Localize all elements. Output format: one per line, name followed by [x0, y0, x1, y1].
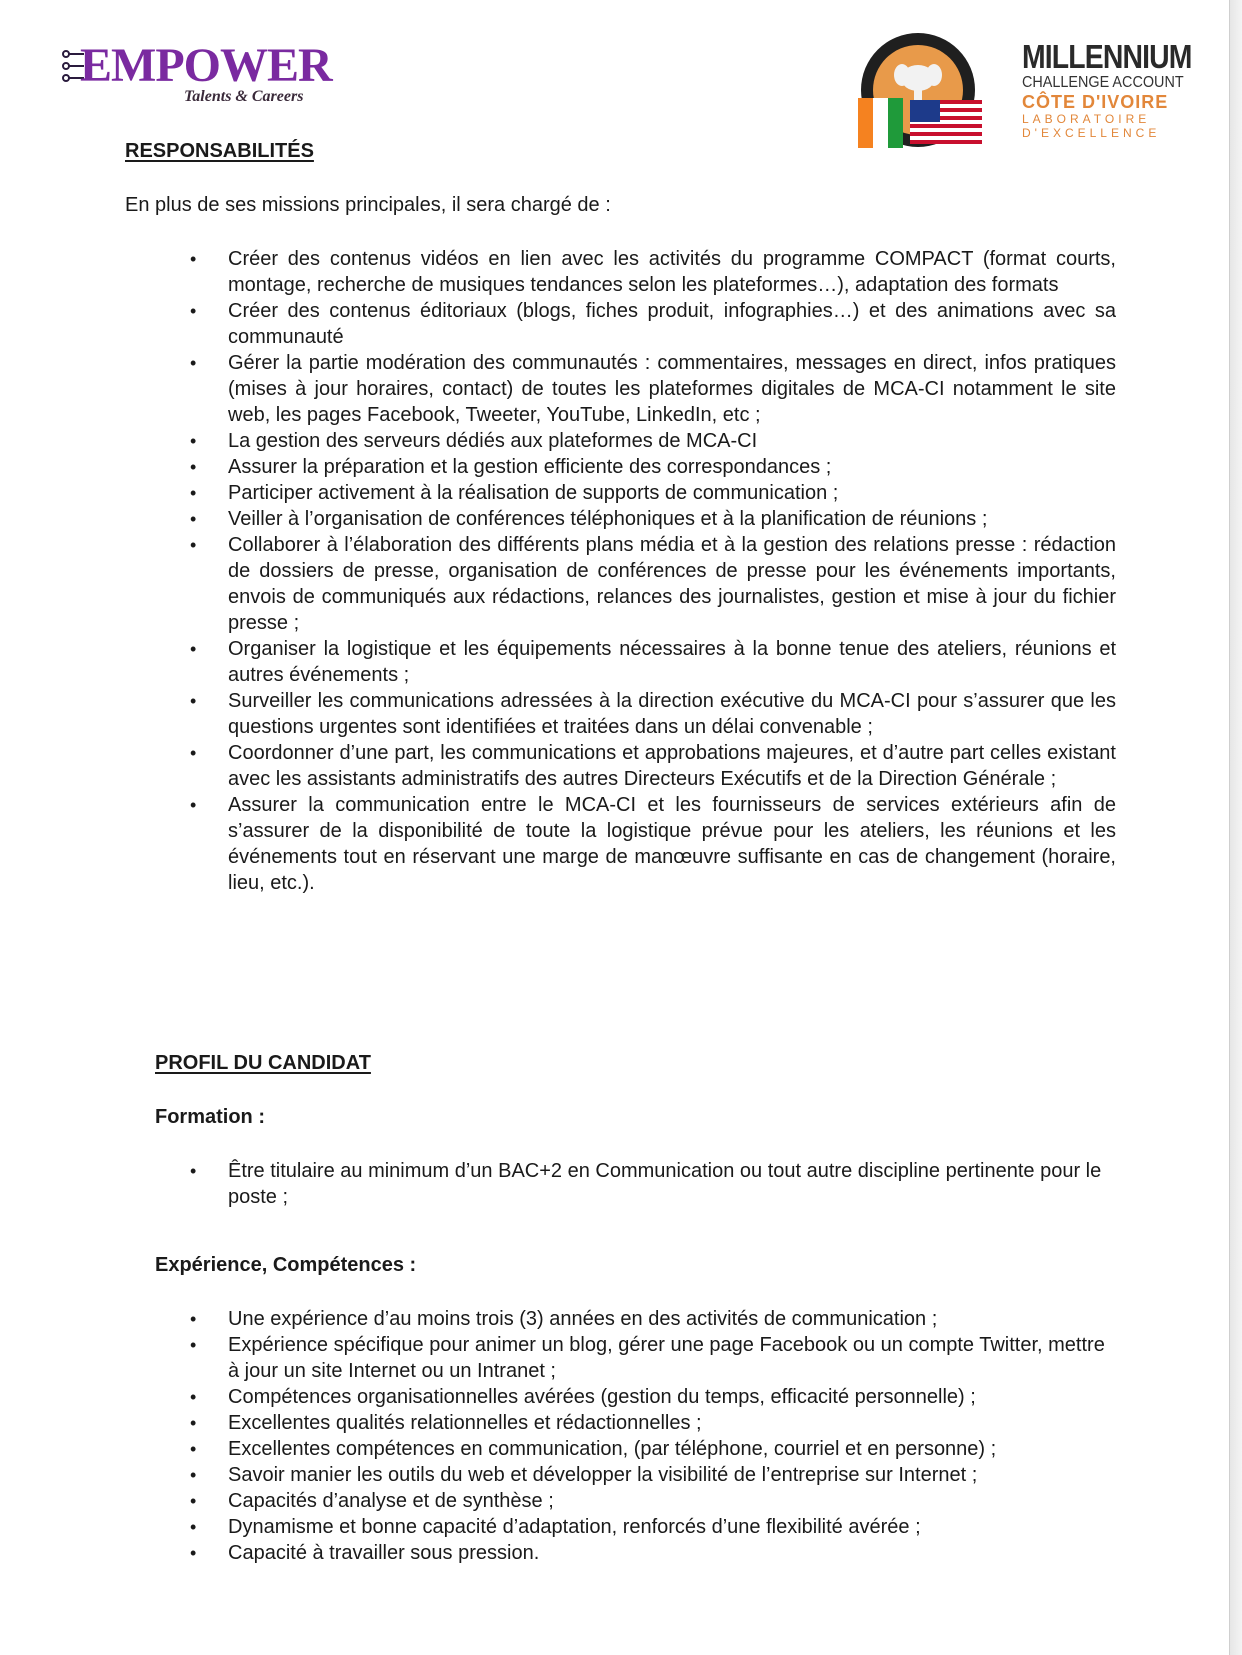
mca-title: MILLENNIUM: [1022, 38, 1192, 75]
responsabilites-heading: RESPONSABILITÉS: [125, 140, 314, 162]
empower-logo: [62, 38, 332, 108]
responsabilites-intro: En plus de ses missions principales, il sera chargé de :: [125, 194, 611, 216]
profil-heading: PROFIL DU CANDIDAT: [155, 1052, 371, 1074]
list-item: • Organiser la logistique et les équipements nécessaires à la bonne tenue des ateliers, réunions et autres événements ;: [190, 638, 1116, 686]
list-item: • Gérer la partie modération des communautés : commentaires, messages en direct, infos pratiques (mises à jour horaires, contact) de toutes les plateformes digitales de MCA-CI notamment le site web, les pages Facebook, Tweeter, YouTube, LinkedIn, etc ;: [190, 352, 1116, 426]
list-item: • Dynamisme et bonne capacité d’adaptation, renforcés d’une flexibilité avérée ;: [190, 1516, 921, 1538]
list-item: • La gestion des serveurs dédiés aux plateformes de MCA-CI: [190, 430, 758, 452]
list-item: • Assurer la préparation et la gestion efficiente des correspondances ;: [190, 456, 832, 478]
list-item: • Veiller à l’organisation de conférences téléphoniques et à la planification de réunions ;: [190, 508, 988, 530]
list-item: • Créer des contenus éditoriaux (blogs, fiches produit, infographies…) et des animations avec sa communauté: [190, 300, 1116, 348]
mca-lab-line2: D'EXCELLENCE: [1022, 126, 1161, 140]
empower-tagline: Talents & Careers: [184, 88, 304, 105]
mca-wordmark: [1022, 38, 1192, 140]
list-item: • Savoir manier les outils du web et développer la visibilité de l’entreprise sur Internet ;: [190, 1464, 978, 1486]
mca-country: CÔTE D'IVOIRE: [1022, 92, 1169, 112]
responsabilites-list: [0, 246, 1116, 896]
list-item: • Surveiller les communications adressées à la direction exécutive du MCA-CI pour s’assurer que les questions urgentes sont identifiées et traitées dans un délai convenable ;: [190, 690, 1116, 738]
list-item: • Excellentes qualités relationnelles et rédactionnelles ;: [190, 1412, 702, 1434]
list-item: • Expérience spécifique pour animer un blog, gérer une page Facebook ou un compte Twitter, mettre à jour un site Internet ou un Intranet ;: [190, 1334, 1105, 1382]
list-item: • Excellentes compétences en communication, (par téléphone, courriel et en personne) ;: [190, 1438, 997, 1460]
list-item: • Compétences organisationnelles avérées (gestion du temps, efficacité personnelle) ;: [190, 1386, 976, 1408]
formation-list: [0, 1158, 1116, 1210]
list-item: • Collaborer à l’élaboration des différents plans média et à la gestion des relations presse : rédaction de dossiers de presse, organisation de conférences de presse pour les événements importants, envois de communiqués aux rédactions, relances des journalistes, gestion et mise à jour du fichier presse ;: [190, 534, 1116, 634]
list-item: • Une expérience d’au moins trois (3) années en des activités de communication ;: [190, 1308, 938, 1330]
experience-heading: Expérience, Compétences :: [155, 1254, 417, 1276]
formation-heading: Formation :: [155, 1106, 265, 1128]
list-item: • Être titulaire au minimum d’un BAC+2 en Communication ou tout autre discipline pertinente pour le poste ;: [190, 1160, 1102, 1208]
mca-subtitle: CHALLENGE ACCOUNT: [1022, 74, 1184, 91]
experience-list: [0, 1306, 1116, 1566]
empower-wordmark: EMPOWER: [80, 39, 332, 92]
list-item: • Créer des contenus vidéos en lien avec les activités du programme COMPACT (format courts, montage, recherche de musiques tendances selon les plateformes…), adaptation des formats: [190, 248, 1116, 296]
list-item: • Capacités d’analyse et de synthèse ;: [190, 1490, 554, 1512]
mca-seal-logo: [848, 30, 988, 152]
list-item: • Coordonner d’une part, les communications et approbations majeures, et d’autre part celles existant avec les assistants administratifs des autres Directeurs Exécutifs et de la Direction Générale ;: [190, 742, 1116, 790]
list-item: • Participer activement à la réalisation de supports de communication ;: [190, 482, 839, 504]
list-item: • Capacité à travailler sous pression.: [190, 1542, 540, 1564]
page-edge: [1229, 0, 1242, 1655]
mca-lab-line1: LABORATOIRE: [1022, 112, 1151, 126]
list-item: • Assurer la communication entre le MCA-CI et les fournisseurs de services extérieurs afin de s’assurer de la disponibilité de toute la logistique prévue pour les ateliers, les réunions et les événements tout en réservant une marge de manœuvre suffisante en cas de changement (horaire, lieu, etc.).: [190, 794, 1116, 894]
